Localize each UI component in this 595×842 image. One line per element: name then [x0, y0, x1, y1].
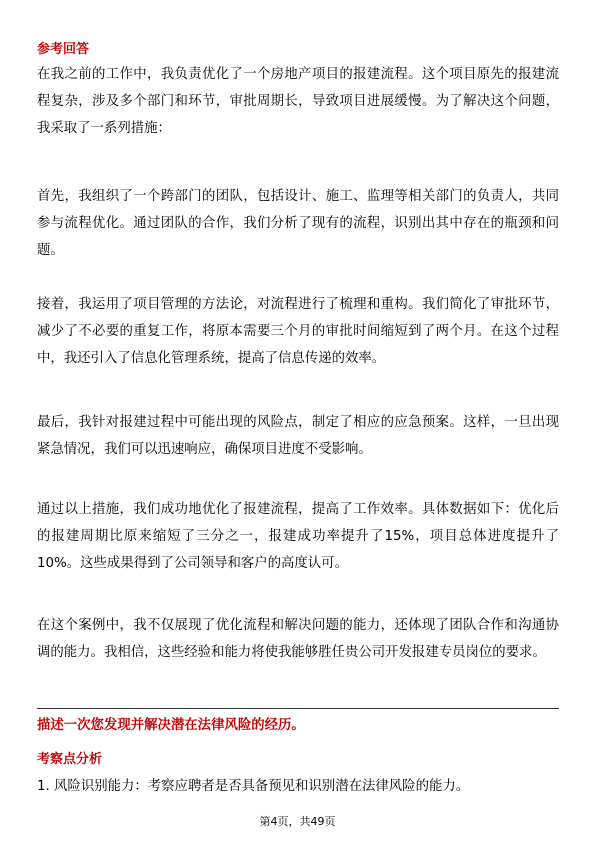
analysis-heading: 考察点分析: [37, 752, 103, 767]
answer-paragraph-6: 在这个案例中，我不仅展现了优化流程和解决问题的能力，还体现了团队合作和沟通协调的能力。我相信，这些经验和能力将使我能够胜任贵公司开发报建专员岗位的要求。: [37, 618, 559, 660]
answer-paragraph-4: 最后，我针对报建过程中可能出现的风险点，制定了相应的应急预案。这样，一旦出现紧急情况，我们可以迅速响应，确保项目进度不受影响。: [37, 415, 559, 457]
answer-paragraph-3: 接着，我运用了项目管理的方法论，对流程进行了梳理和重构。我们简化了审批环节，减少了不必要的重复工作，将原本需要三个月的审批时间缩短到了两个月。在这个过程中，我还引入了信息化管理系统，提高了信息传递的效率。: [37, 297, 559, 366]
analysis-point-1: 1. 风险识别能力：考察应聘者是否具备预见和识别潜在法律风险的能力。: [37, 779, 470, 794]
next-question-title: 描述一次您发现并解决潜在法律风险的经历。: [37, 718, 305, 733]
answer-paragraph-5: 通过以上措施，我们成功地优化了报建流程，提高了工作效率。具体数据如下：优化后的报建周期比原来缩短了三分之一，报建成功率提升了15%，项目总体进度提升了10%。这些成果得到了公司领导和客户的高度认可。: [37, 502, 559, 571]
section-divider: [37, 708, 559, 709]
reference-answer-heading: 参考回答: [37, 42, 90, 57]
answer-paragraph-1: 在我之前的工作中，我负责优化了一个房地产项目的报建流程。这个项目原先的报建流程复杂，涉及多个部门和环节，审批周期长，导致项目进展缓慢。为了解决这个问题，我采取了一系列措施：: [37, 67, 559, 136]
page-indicator: 第4页，共49页: [259, 815, 336, 828]
answer-paragraph-2: 首先，我组织了一个跨部门的团队，包括设计、施工、监理等相关部门的负责人，共同参与流程优化。通过团队的合作，我们分析了现有的流程，识别出其中存在的瓶颈和问题。: [37, 189, 559, 258]
